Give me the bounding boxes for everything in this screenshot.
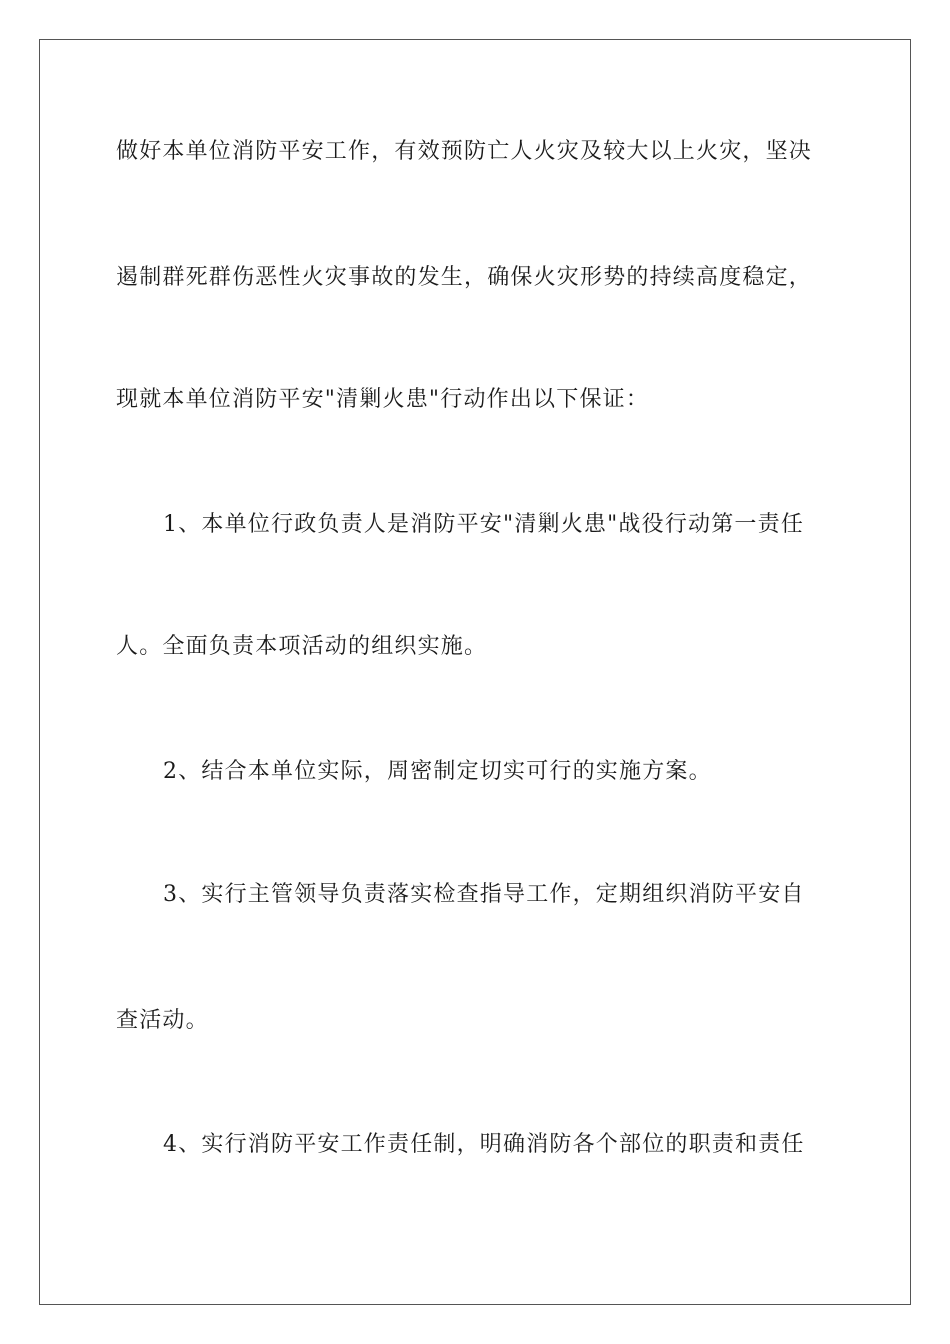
clause-2-line-1: 2、结合本单位实际，周密制定切实可行的实施方案。: [163, 759, 712, 784]
page-border: [39, 39, 911, 1305]
clause-3-line-2: 查活动。: [116, 1008, 209, 1033]
paragraph-line-3: 现就本单位消防平安"清剿火患"行动作出以下保证：: [116, 387, 650, 412]
clause-4-line-1: 4、实行消防平安工作责任制，明确消防各个部位的职责和责任: [163, 1132, 805, 1157]
clause-1-line-2: 人。全面负责本项活动的组织实施。: [116, 634, 488, 659]
clause-1-line-1: 1、本单位行政负责人是消防平安"清剿火患"战役行动第一责任: [163, 512, 805, 537]
paragraph-line-2: 遏制群死群伤恶性火灾事故的发生，确保火灾形势的持续高度稳定，: [116, 265, 813, 290]
paragraph-line-1: 做好本单位消防平安工作，有效预防亡人火灾及较大以上火灾，坚决: [116, 139, 813, 164]
clause-3-line-1: 3、实行主管领导负责落实检查指导工作，定期组织消防平安自: [163, 882, 805, 907]
